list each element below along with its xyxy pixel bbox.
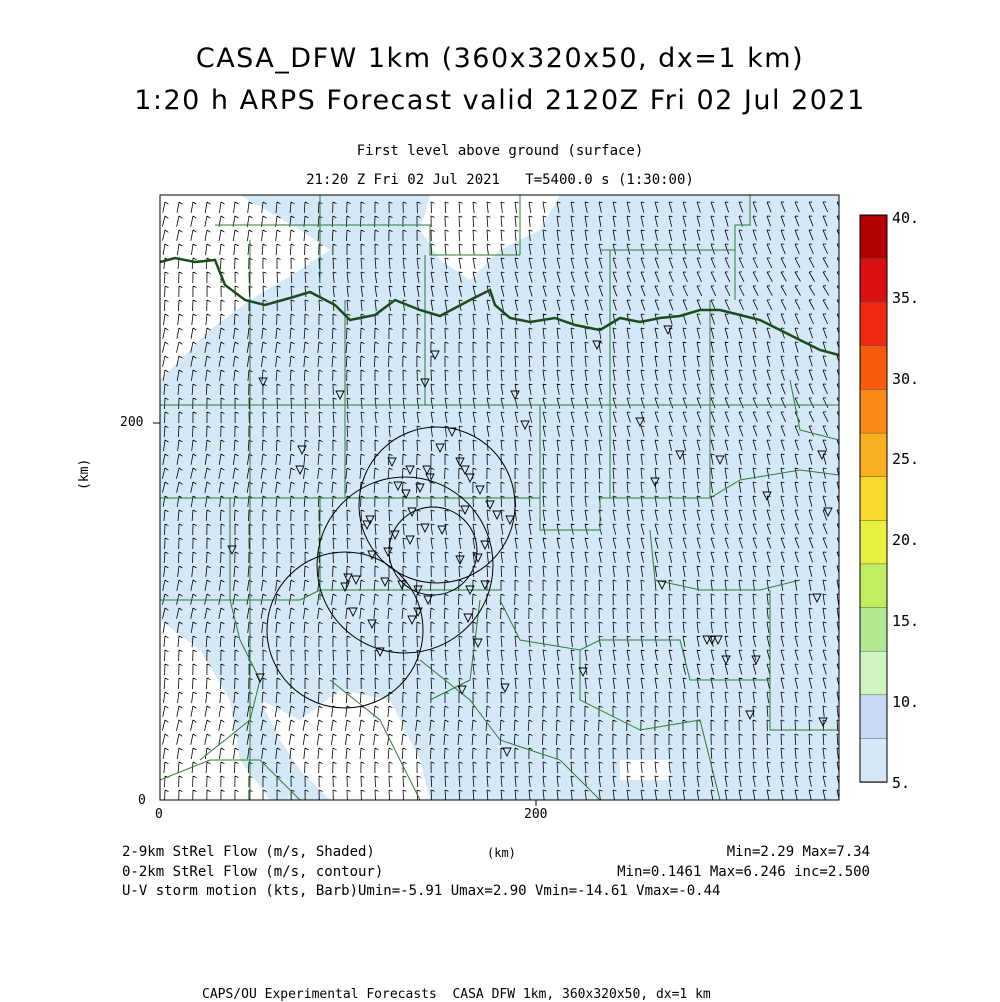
footer-shaded-range: Min=2.29 Max=7.34 xyxy=(726,844,870,860)
time-subtitle: 21:20 Z Fri 02 Jul 2021 T=5400.0 s (1:30:00) xyxy=(306,172,694,188)
footer-contour-field: 0-2km StRel Flow (m/s, contour) xyxy=(122,864,384,880)
footer-credit: CAPS/OU Experimental Forecasts CASA DFW 1km, 360x320x50, dx=1 km xyxy=(202,987,711,1002)
title-line-2: 1:20 h ARPS Forecast valid 2120Z Fri 02 Jul 2021 xyxy=(134,85,866,116)
colorbar-label: 5. xyxy=(892,774,911,792)
colorbar-label: 40. xyxy=(892,209,920,227)
colorbar-segment xyxy=(860,390,887,434)
colorbar-segment xyxy=(860,564,887,608)
colorbar-segment xyxy=(860,433,887,477)
colorbar-label: 15. xyxy=(892,612,920,630)
y-tick-0: 0 xyxy=(138,793,146,808)
colorbar-segment xyxy=(860,520,887,564)
x-tick-0: 0 xyxy=(155,807,163,822)
x-tick-200: 200 xyxy=(524,807,548,822)
colorbar-segment xyxy=(860,477,887,521)
colorbar-segment xyxy=(860,302,887,346)
title-line-1: CASA_DFW 1km (360x320x50, dx=1 km) xyxy=(195,43,805,74)
colorbar-label: 25. xyxy=(892,450,920,468)
colorbar-segment xyxy=(860,346,887,390)
colorbar-label: 30. xyxy=(892,370,920,388)
colorbar-segment xyxy=(860,651,887,695)
footer-contour-range: Min=0.1461 Max=6.246 inc=2.500 xyxy=(617,864,870,880)
colorbar xyxy=(860,209,919,792)
y-tick-200: 200 xyxy=(120,415,144,430)
footer-shaded-field: 2-9km StRel Flow (m/s, Shaded) xyxy=(122,844,375,860)
footer-units: (km) xyxy=(487,846,516,860)
level-subtitle: First level above ground (surface) xyxy=(356,143,644,159)
y-axis-label: (km) xyxy=(77,458,92,490)
colorbar-label: 10. xyxy=(892,693,920,711)
colorbar-segment xyxy=(860,695,887,739)
colorbar-label: 20. xyxy=(892,531,920,549)
colorbar-segment xyxy=(860,608,887,652)
footer-barb-field: U-V storm motion (kts, Barb)Umin=-5.91 Umax=2.90 Vmin=-14.61 Vmax=-0.44 xyxy=(122,883,721,899)
colorbar-segment xyxy=(860,215,887,259)
colorbar-segment xyxy=(860,738,887,782)
colorbar-label: 35. xyxy=(892,289,920,307)
colorbar-segment xyxy=(860,259,887,303)
